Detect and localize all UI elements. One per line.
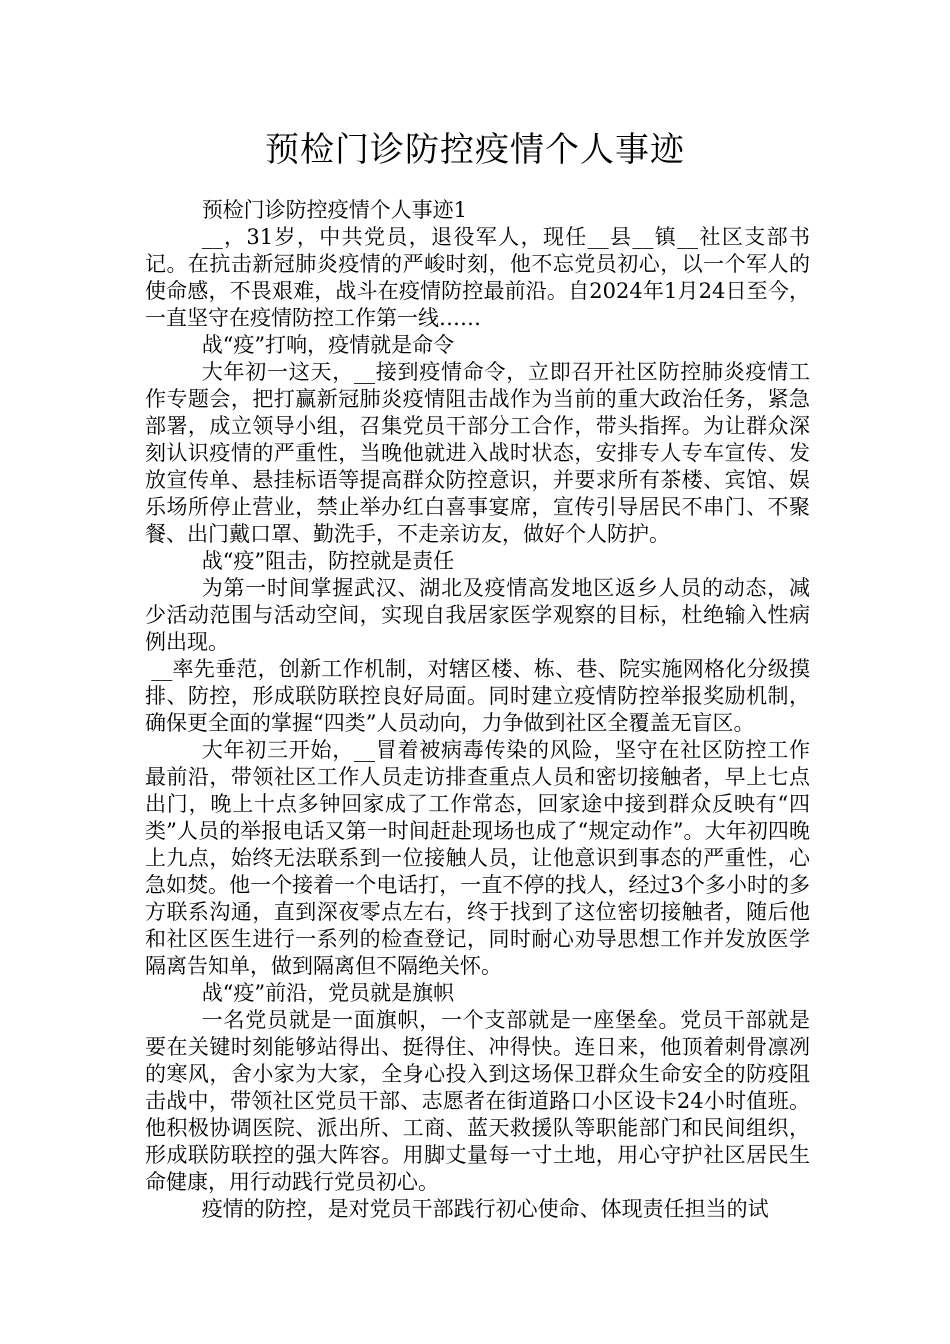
paragraph: 一名党员就是一面旗帜，一个支部就是一座堡垒。党员干部就是要在关键时刻能够站得出、挺得住、冲得快。连日来，他顶着刺骨凛冽的寒风，舍小家为大家，全身心投入到这场保卫群众生命安全的防疫阻击战中，带领社区党员干部、志愿者在街道路口小区设卡24小时值班。他积极协调医院、派出所、工商、蓝天救援队等职能部门和民间组织，形成联防联控的强大阵容。用脚丈量每一寸土地，用心守护社区居民生命健康，用行动践行党员初心。: [145, 1008, 810, 1194]
section-heading: 战“疫”阻击，防控就是责任: [201, 549, 455, 573]
section-heading: 战“疫”前沿，党员就是旗帜: [201, 981, 455, 1005]
paragraph: 大年初三开始，__冒着被病毒传染的风险，坚守在社区防控工作最前沿，带领社区工作人员走访排查重点人员和密切接触者，早上七点出门，晚上十点多钟回家成了工作常态，回家途中接到群众反映有“四类”人员的举报电话又第一时间赶赴现场也成了“规定动作”。大年初四晚上九点，始终无法联系到一位接触人员，让他意识到事态的严重性，心急如焚。他一个接着一个电话打，一直不停的找人，经过3个多小时的多方联系沟通，直到深夜零点左右，终于找到了这位密切接触者，随后他和社区医生进行一系列的检查登记，同时耐心劝导思想工作并发放医学隔离告知单，做到隔离但不隔绝关怀。: [145, 738, 810, 978]
paragraph: __，31岁，中共党员，退役军人，现任__县__镇__社区支部书记。在抗击新冠肺炎疫情的严峻时刻，他不忘党员初心，以一个军人的使命感，不畏艰难，战斗在疫情防控最前沿。自2024年1月24日至今，一直坚守在疫情防控工作第一线……: [145, 225, 810, 330]
paragraph: 为第一时间掌握武汉、湖北及疫情高发地区返乡人员的动态，减少活动范围与活动空间，实现自我居家医学观察的目标，杜绝输入性病例出现。: [145, 576, 810, 654]
document-body: [145, 197, 810, 1223]
document-title: 预检门诊防控疫情个人事迹: [265, 130, 685, 170]
paragraph: __率先垂范，创新工作机制，对辖区楼、栋、巷、院实施网格化分级摸排、防控，形成联防联控良好局面。同时建立疫情防控举报奖励机制，确保更全面的掌握“四类”人员动向，力争做到社区全覆盖无盲区。: [145, 657, 810, 735]
paragraph: 疫情的防控，是对党员干部践行初心使命、体现责任担当的试: [201, 1197, 769, 1221]
section-heading: 战“疫”打响，疫情就是命令: [201, 333, 455, 357]
subtitle-line: 预检门诊防控疫情个人事迹1: [201, 198, 468, 222]
paragraph: 大年初一这天，__接到疫情命令，立即召开社区防控肺炎疫情工作专题会，把打赢新冠肺炎疫情阻击战作为当前的重大政治任务，紧急部署，成立领导小组，召集党员干部分工合作，带头指挥。为让群众深刻认识疫情的严重性，当晚他就进入战时状态，安排专人专车宣传、发放宣传单、悬挂标语等提高群众防控意识，并要求所有茶楼、宾馆、娱乐场所停止营业，禁止举办红白喜事宴席，宣传引导居民不串门、不聚餐、出门戴口罩、勤洗手，不走亲访友，做好个人防护。: [145, 360, 810, 546]
